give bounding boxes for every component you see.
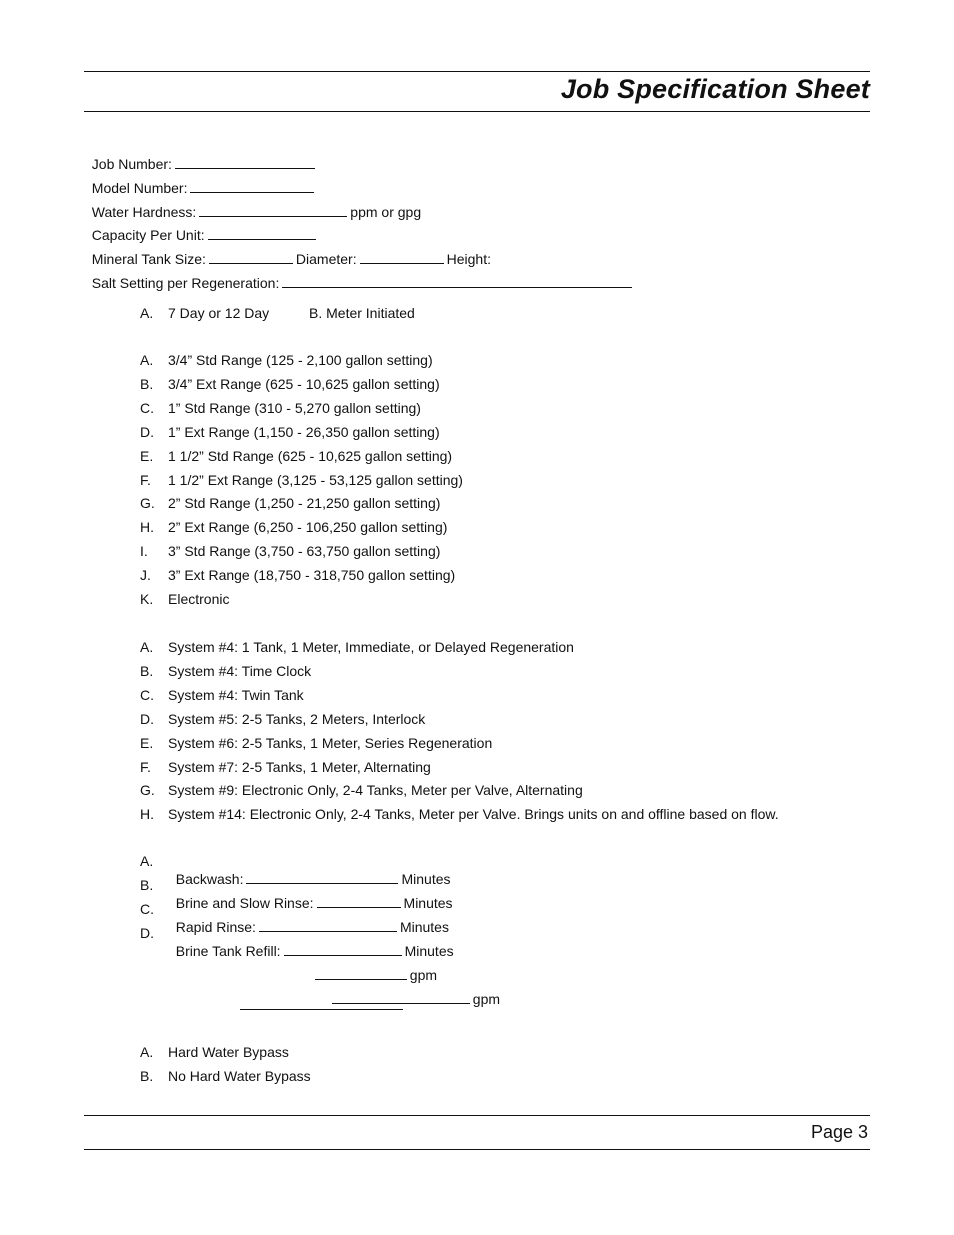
- meter-size-option[interactable]: 2” Std Range (1,250 - 21,250 gallon setting): [168, 495, 441, 512]
- flow-unit-1: gpm: [409, 967, 438, 983]
- brine-refill-label: Brine Tank Refill:: [175, 943, 281, 959]
- system-type-letter: A.: [140, 639, 154, 655]
- meter-size-option[interactable]: 1 1/2” Ext Range (3,125 - 53,125 gallon setting): [168, 471, 463, 488]
- meter-size-letter: A.: [140, 352, 154, 368]
- system-type-option[interactable]: System #6: 2-5 Tanks, 1 Meter, Series Regeneration: [168, 734, 493, 751]
- system-type-option[interactable]: System #4: Twin Tank: [168, 686, 304, 703]
- mineral-tank-label: Mineral Tank Size:: [91, 251, 206, 267]
- brine-slow-rinse-unit: Minutes: [403, 895, 453, 911]
- header-rule: [84, 111, 870, 112]
- brine-slow-rinse-label: Brine and Slow Rinse:: [175, 895, 314, 911]
- meter-size-option[interactable]: 2” Ext Range (6,250 - 106,250 gallon setting): [168, 519, 448, 536]
- salt-setting-label: Salt Setting per Regeneration:: [91, 275, 280, 291]
- meter-size-letter: E.: [140, 447, 154, 464]
- system-type-letter: E.: [140, 734, 154, 751]
- bypass-letter-b: B.: [140, 1068, 154, 1084]
- meter-size-letter: H.: [140, 519, 154, 536]
- footer-bottom-rule: [84, 1149, 870, 1150]
- flow-field-2[interactable]: [332, 991, 470, 1004]
- timer-option-b[interactable]: B. Meter Initiated: [309, 305, 415, 321]
- rapid-rinse-unit: Minutes: [399, 919, 449, 935]
- bypass-letter-a: A.: [140, 1044, 154, 1060]
- bypass-option-b[interactable]: No Hard Water Bypass: [168, 1068, 311, 1084]
- system-type-option[interactable]: System #4: 1 Tank, 1 Meter, Immediate, or Delayed Regeneration: [168, 639, 574, 655]
- extra-blank-field[interactable]: [240, 1009, 403, 1010]
- salt-setting-field[interactable]: [282, 275, 632, 288]
- system-type-letter: D.: [140, 710, 154, 727]
- brine-refill-unit: Minutes: [404, 943, 454, 959]
- meter-size-letter: J.: [140, 567, 151, 584]
- page-number: Page 3: [810, 1122, 868, 1142]
- meter-size-option[interactable]: 3” Ext Range (18,750 - 318,750 gallon setting): [168, 567, 456, 584]
- meter-size-letter: G.: [140, 495, 155, 512]
- cycle-letter-d: D.: [140, 925, 154, 941]
- system-type-letter: H.: [140, 806, 154, 823]
- system-type-option[interactable]: System #7: 2-5 Tanks, 1 Meter, Alternating: [168, 758, 431, 775]
- footer-top-rule: [84, 1115, 870, 1116]
- water-hardness-unit: ppm or gpg: [350, 204, 422, 220]
- backwash-label: Backwash:: [175, 871, 244, 887]
- meter-size-letter: D.: [140, 423, 154, 440]
- backwash-unit: Minutes: [401, 871, 451, 887]
- meter-size-option[interactable]: 3/4” Std Range (125 - 2,100 gallon setting): [168, 352, 433, 368]
- flow-unit-2: gpm: [472, 991, 501, 1007]
- meter-size-letter: I.: [140, 543, 148, 560]
- cycle-letter-b: B.: [140, 877, 154, 893]
- meter-size-option[interactable]: 1 1/2” Std Range (625 - 10,625 gallon setting): [168, 447, 453, 464]
- meter-size-letter: K.: [140, 591, 154, 607]
- job-number-label: Job Number:: [91, 156, 172, 172]
- model-number-label: Model Number:: [91, 180, 188, 196]
- meter-size-letter: B.: [140, 375, 154, 392]
- flow-row-2: [321, 972, 500, 1008]
- meter-size-option[interactable]: 1” Ext Range (1,150 - 26,350 gallon setting): [168, 423, 440, 440]
- diameter-label: Diameter:: [295, 251, 357, 267]
- cycle-letter-a: A.: [140, 853, 154, 869]
- system-type-option[interactable]: System #9: Electronic Only, 2-4 Tanks, Meter per Valve, Alternating: [168, 782, 583, 799]
- capacity-label: Capacity Per Unit:: [91, 227, 205, 243]
- meter-size-option[interactable]: 1” Std Range (310 - 5,270 gallon setting): [168, 399, 421, 416]
- meter-size-option[interactable]: Electronic: [168, 591, 230, 607]
- system-type-option[interactable]: System #4: Time Clock: [168, 662, 312, 679]
- cycle-letter-c: C.: [140, 901, 154, 917]
- meter-size-letter: F.: [140, 471, 151, 488]
- meter-size-letter: C.: [140, 399, 154, 416]
- system-type-letter: F.: [140, 758, 151, 775]
- salt-setting-row: [84, 256, 635, 292]
- bypass-option-a[interactable]: Hard Water Bypass: [168, 1044, 289, 1060]
- height-label: Height:: [446, 251, 491, 267]
- system-type-letter: G.: [140, 782, 155, 799]
- timer-option-a[interactable]: 7 Day or 12 Day: [168, 305, 270, 321]
- meter-size-option[interactable]: 3” Std Range (3,750 - 63,750 gallon setting): [168, 543, 441, 560]
- system-type-option[interactable]: System #5: 2-5 Tanks, 2 Meters, Interlock: [168, 710, 426, 727]
- rapid-rinse-label: Rapid Rinse:: [175, 919, 256, 935]
- page-title: Job Specification Sheet: [560, 74, 870, 104]
- system-type-letter: C.: [140, 686, 154, 703]
- timer-option-letter: A.: [140, 305, 154, 321]
- system-type-option[interactable]: System #14: Electronic Only, 2-4 Tanks, Meter per Valve. Brings units on and offline based on flow.: [168, 806, 779, 823]
- meter-size-option[interactable]: 3/4” Ext Range (625 - 10,625 gallon setting): [168, 375, 440, 392]
- system-type-letter: B.: [140, 662, 154, 679]
- water-hardness-label: Water Hardness:: [91, 204, 197, 220]
- top-rule: [84, 71, 870, 72]
